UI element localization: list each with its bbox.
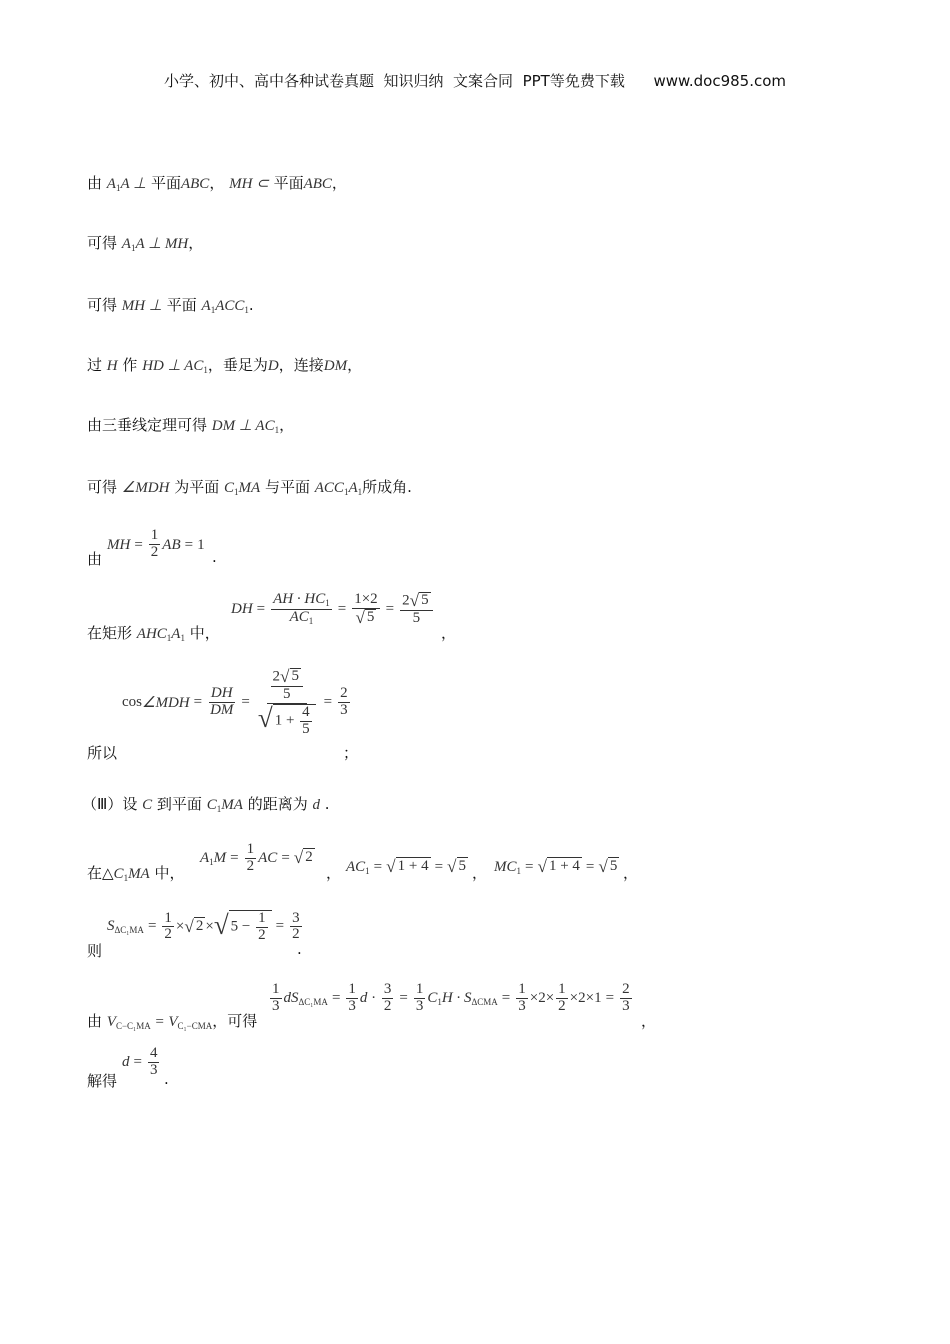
math-expr: $A_1A$ ⊥ bbox=[106, 176, 147, 193]
math-expr: $V_{C-C_1MA} = V_{C_1-CMA}$ bbox=[106, 1014, 213, 1031]
text-line: 由 $A_1A$ ⊥ 平面ABC， MH ⊂ 平面ABC， bbox=[87, 174, 347, 193]
math-expr: DM ⊥ $AC_1$ bbox=[211, 418, 280, 435]
page-header: 小学、初中、高中各种试卷真题 知识归纳 文案合同 PPT等免费下载 www.doc985.com bbox=[163, 72, 787, 90]
text-line: 所以 bbox=[87, 744, 118, 762]
math-expr: ∠MDH bbox=[121, 480, 170, 496]
text-line: 则 bbox=[87, 942, 103, 960]
text-line: 解得 bbox=[87, 1072, 118, 1090]
text-line: 由 $V_{C-C_1MA} = V_{C_1-CMA}$，可得 bbox=[87, 1012, 258, 1031]
math-expr: d = $\frac{4}{3}$ bbox=[122, 1045, 158, 1078]
text-line: 由三垂线定理可得 DM ⊥ $AC_1$， bbox=[87, 416, 295, 435]
text-line: 由 bbox=[87, 550, 103, 568]
math-expr: HD ⊥ $AC_1$ bbox=[142, 358, 208, 375]
math-expr: $\frac{1}{3}$ $dS_{\Delta C_1MA}$ = $\frac{1}{3}$ d · $\frac{3}{2}$ = $\frac{1}{3}$ $C_1H \cdot S_{\Delta CMA}$ = $\frac{1}{3}$ ×2× $\frac{1}{2}$ ×2×1 = $\frac{2}{3}$ bbox=[272, 981, 630, 1014]
text-line: 可得 MH ⊥ 平面 $A_1ACC_1$. bbox=[87, 296, 254, 315]
math-expr: MH = $\frac{1}{2}$ AB = 1 bbox=[107, 527, 205, 560]
text-line: （Ⅲ）设 C 到平面 $C_1MA$ 的距离为 d . bbox=[82, 795, 330, 814]
math-expr: $MC_1$ = √ 1 + 4 = √ 5 bbox=[494, 856, 618, 876]
math-expr: DH = $\frac{AH \cdot HC_1}{AC_1}$ = 1×2 √ 5 = 2 √ 5 5 bbox=[231, 592, 435, 627]
math-expr: $AC_1$ = √ 1 + 4 = √ 5 bbox=[346, 856, 467, 876]
math-expr: $A_1M$ = $\frac{1}{2}$ AC = √ 2 bbox=[200, 841, 313, 874]
text-line: 可得 $A_1A$ ⊥ MH， bbox=[87, 234, 204, 253]
math-expr: $S_{\Delta C_1MA}$ = $\frac{1}{2}$ × √ 2 × √ 5 − $\frac{1}{2}$ = $\frac{3}{2}$ bbox=[107, 909, 300, 943]
text-line: 在$\triangle C_1MA$ 中， bbox=[87, 864, 185, 883]
math-expr: cos∠MDH = $\frac{DH}{DM}$ = 2 √ 5 5 √ 1 + $\frac{4}{5}$ = $\frac{2}{3}$ bbox=[122, 667, 348, 737]
math-expr: $A_1A$ ⊥ MH bbox=[121, 236, 189, 253]
text-line: 在矩形 $AHC_1A_1$ 中， bbox=[87, 624, 220, 643]
text-line: 可得 ∠MDH 为平面 $C_1MA$ 与平面 $ACC_1A_1$所成角. bbox=[87, 478, 412, 497]
math-expr: MH ⊥ bbox=[121, 298, 162, 314]
text-line: 过 H 作 HD ⊥ $AC_1$，垂足为D，连接DM， bbox=[87, 356, 363, 375]
